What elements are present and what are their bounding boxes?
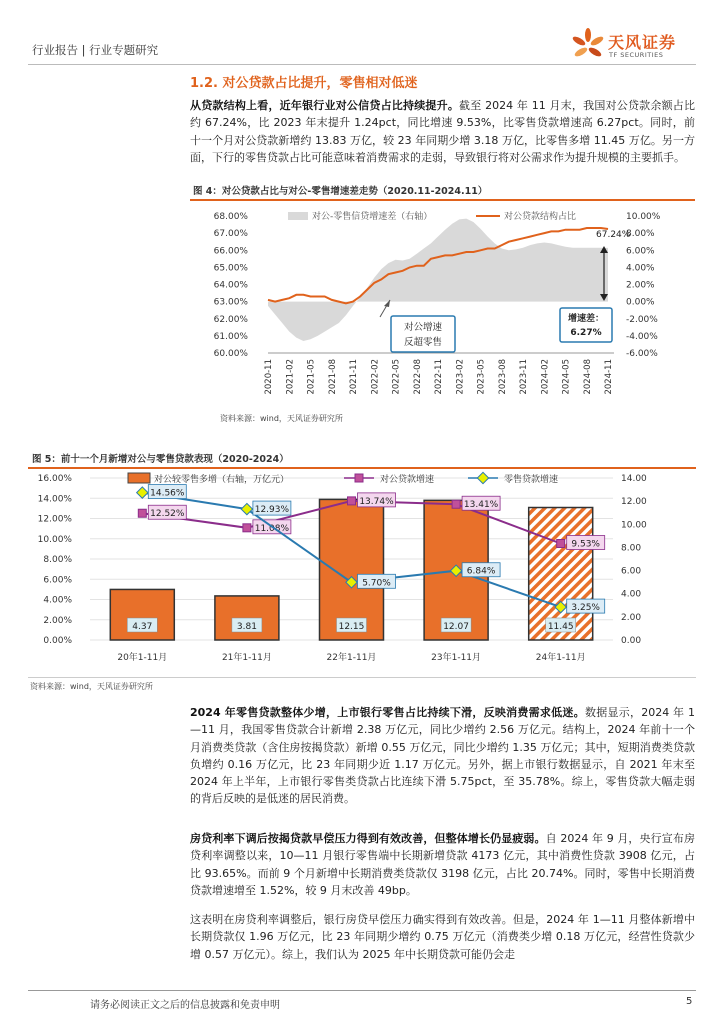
annotation-crossover-line-2: 反超零售 — [403, 337, 443, 348]
paragraph-4 — [190, 911, 695, 963]
right-tick-label: 14.00 — [621, 474, 647, 484]
x-tick-label: 2023-08 — [497, 359, 508, 395]
left-tick-label: 63.00% — [213, 297, 248, 308]
annotation-crossover-line-1: 对公增速 — [403, 322, 443, 333]
paragraph-1 — [190, 97, 695, 166]
left-tick-label: 0.00% — [43, 636, 72, 646]
figure-4-chart — [200, 203, 680, 411]
retail-point — [137, 487, 148, 498]
x-tick-label: 2020-11 — [264, 359, 274, 395]
right-tick-label: 0.00 — [621, 636, 642, 646]
right-tick-label: 8.00% — [626, 229, 655, 240]
paragraph-4-body: 这表明在房贷利率调整后，银行房贷早偿压力确实得到有效改善。但是，2024 年 1—11 月整体新增中长期贷款仅 1.96 万亿元，比 23 年同期少增约 0.75 万亿元（消费类少增 0.18 万亿元，经营性贷款少增 0.57 万亿元）。综上，我们认为 2025 年中长期贷款可能仍会走 — [190, 913, 695, 961]
left-tick-label: 65.00% — [213, 263, 248, 274]
legend-label-spread: 对公-零售信贷增速差（右轴） — [312, 212, 433, 222]
corporate-label: 13.74% — [359, 496, 394, 507]
legend-swatch-spread — [288, 212, 308, 220]
retail-label: 6.84% — [466, 566, 496, 577]
figure-5-bottom-divider — [28, 677, 696, 678]
x-tick-label: 2023-02 — [455, 359, 466, 395]
logo-name-en: TF SECURITIES — [609, 51, 664, 59]
left-tick-label: 16.00% — [37, 474, 72, 484]
annotation-spread-line-2: 6.27% — [570, 328, 602, 338]
corporate-point — [243, 524, 251, 532]
bar-label: 4.37 — [132, 622, 153, 632]
figure-4-title: 图 4：对公贷款占比与对公-零售增速差走势（2020.11-2024.11） — [193, 186, 488, 197]
legend-label-share: 对公贷款结构占比 — [504, 212, 577, 222]
left-tick-label: 64.00% — [213, 280, 248, 291]
paragraph-3 — [190, 830, 695, 899]
x-tick-label: 2024-08 — [582, 359, 593, 395]
left-tick-label: 61.00% — [213, 331, 248, 342]
right-tick-label: 12.00 — [621, 497, 647, 508]
left-tick-label: 4.00% — [43, 595, 72, 606]
left-tick-label: 67.00% — [213, 229, 248, 240]
paragraph-1-lead: 从贷款结构上看，近年银行业对公信贷占比持续提升。 — [190, 99, 460, 112]
left-tick-label: 6.00% — [43, 575, 72, 586]
left-tick-label: 62.00% — [213, 314, 248, 325]
bar-label: 11.45 — [547, 622, 574, 632]
x-tick-label: 2021-08 — [327, 359, 338, 395]
category-label: 21年1-11月 — [221, 653, 272, 663]
right-tick-label: 2.00% — [626, 280, 655, 291]
corporate-label: 12.52% — [150, 509, 185, 520]
right-tick-label: 6.00% — [626, 246, 655, 257]
corporate-point — [557, 540, 565, 548]
logo-name-cn: 天风证券 — [608, 33, 677, 52]
legend-label-corporate: 对公贷款增速 — [380, 475, 435, 485]
figure-4-divider — [190, 199, 695, 201]
right-tick-label: -6.00% — [626, 349, 658, 359]
share-end-label: 67.24% — [596, 230, 631, 240]
bar — [110, 589, 174, 640]
x-tick-label: 2023-05 — [476, 359, 487, 395]
left-tick-label: 10.00% — [37, 534, 72, 545]
corporate-label: 13.41% — [463, 500, 499, 511]
paragraph-3-body: 自 2024 年 9 月，央行宣布房贷利率调整以来，10—11 月银行零售端中长期新增贷款 4173 亿元，其中消费性贷款 3908 亿元，占比 93.65%。而前 9 个月新增中长期消费类贷款仅 3198 亿元，占比 20.74%。同时，零售中长期消费贷款增速增至 1.52%，较 9 月末改善 49bp。 — [190, 832, 696, 897]
left-tick-label: 14.00% — [37, 494, 72, 505]
x-tick-label: 2022-08 — [412, 359, 423, 395]
footer-divider — [28, 990, 696, 991]
corporate-point — [452, 500, 460, 508]
category-label: 20年1-11月 — [117, 653, 168, 663]
left-tick-label: 8.00% — [43, 555, 72, 565]
x-tick-label: 2024-05 — [561, 359, 572, 395]
right-tick-label: 4.00 — [621, 589, 642, 600]
header-divider — [28, 64, 696, 65]
left-tick-label: 60.00% — [213, 349, 248, 359]
corporate-point — [348, 497, 356, 505]
retail-label: 12.93% — [254, 505, 290, 516]
annotation-spread-line-1: 增速差： — [567, 314, 605, 324]
left-tick-label: 2.00% — [43, 615, 72, 626]
x-tick-label: 2022-05 — [391, 359, 402, 395]
bar-label: 12.15 — [338, 622, 365, 632]
right-tick-label: 10.00 — [621, 520, 647, 531]
x-tick-label: 2021-02 — [285, 359, 296, 395]
paragraph-1-body: 截至 2024 年 11 月末，我国对公贷款余额占比约 67.24%，比 2023 年末提升 1.24pct，同比增速 9.53%，比零售贷款增速高 6.27pct。同时，前十一个月对公贷款新增约 13.83 万亿，较 23 年同期少增 3.18 万亿，比零售多增 11.45 万亿。另一方面，下行的零售贷款占比可能意味着消费需求的走弱，导致银行将对公需求作为提升规模的主要抓手。 — [190, 99, 695, 164]
left-tick-label: 66.00% — [213, 246, 248, 257]
legend-label-retail: 零售贷款增速 — [504, 475, 559, 485]
legend-swatch-bars — [128, 473, 150, 483]
category-label: 24年1-11月 — [535, 653, 586, 663]
x-tick-label: 2021-05 — [306, 359, 317, 395]
bar-label: 3.81 — [236, 622, 257, 632]
paragraph-2 — [190, 704, 695, 808]
figure-4-source: 资料来源：wind，天风证券研究所 — [220, 414, 343, 423]
right-tick-label: 0.00% — [626, 297, 655, 308]
figure-5-source: 资料来源：wind，天风证券研究所 — [30, 682, 153, 691]
category-label: 22年1-11月 — [326, 653, 377, 663]
x-tick-label: 2024-02 — [540, 359, 551, 395]
legend-swatch-corporate — [355, 474, 363, 482]
legend-swatch-retail — [477, 472, 488, 483]
retail-label: 14.56% — [150, 488, 185, 499]
x-tick-label: 2022-02 — [370, 359, 381, 395]
footer-disclaimer: 请务必阅读正文之后的信息披露和免责申明 — [90, 1000, 280, 1011]
corporate-label: 9.53% — [571, 539, 600, 550]
paragraph-2-lead: 2024 年零售贷款整体少增，上市银行零售占比持续下滑，反映消费需求低迷。 — [190, 706, 585, 719]
corporate-point — [138, 509, 146, 517]
page-number: 5 — [686, 996, 693, 1007]
paragraph-3-lead: 房贷利率下调后按揭贷款早偿压力得到有效改善，但整体增长仍显疲弱。 — [190, 832, 546, 845]
right-tick-label: 8.00 — [621, 543, 642, 554]
x-tick-label: 2023-11 — [519, 359, 529, 395]
left-tick-label: 68.00% — [213, 212, 248, 222]
section-title: 1.2. 对公贷款占比提升，零售相对低迷 — [190, 76, 418, 91]
bar-label: 12.07 — [443, 622, 469, 632]
x-tick-label: 2022-11 — [434, 359, 444, 395]
retail-label: 5.70% — [362, 578, 391, 589]
report-header: 行业报告 | 行业专题研究 — [32, 43, 159, 57]
right-tick-label: -4.00% — [626, 331, 658, 342]
figure-5-chart — [28, 468, 696, 674]
legend-label-bars: 对公较零售多增（右轴，万亿元） — [154, 475, 290, 485]
right-tick-label: 10.00% — [626, 212, 661, 222]
x-tick-label: 2021-11 — [349, 359, 359, 395]
category-label: 23年1-11月 — [431, 653, 482, 663]
figure-5-title: 图 5：前十一个月新增对公与零售贷款表现（2020-2024） — [32, 454, 289, 465]
x-tick-label: 2024-11 — [604, 359, 614, 395]
right-tick-label: 2.00 — [621, 612, 642, 623]
right-tick-label: 4.00% — [626, 263, 655, 274]
paragraph-2-body: 数据显示，2024 年 1—11 月，我国零售贷款合计新增 2.38 万亿元，同比少增约 2.56 万亿元。结构上，2024 年前十一个月消费类贷款（含住房按揭贷款）新增 0.55 万亿元，同比少增约 1.35 万亿元；其中，短期消费类贷款负增约 0.16 万亿元，比 23 年同期少近 1.17 万亿元。另外，据上市银行数据显示，自 2021 年末至 2024 年上半年，上市银行零售类贷款占比连续下滑 5.75pct，至 35.78%。综上，零售贷款大幅走弱的背后反映的是低迷的居民消费。 — [190, 706, 695, 806]
retail-label: 3.25% — [571, 603, 600, 614]
right-tick-label: -2.00% — [626, 314, 658, 325]
right-tick-label: 6.00 — [621, 566, 642, 577]
left-tick-label: 12.00% — [37, 514, 72, 525]
corporate-label: 11.08% — [254, 523, 290, 534]
